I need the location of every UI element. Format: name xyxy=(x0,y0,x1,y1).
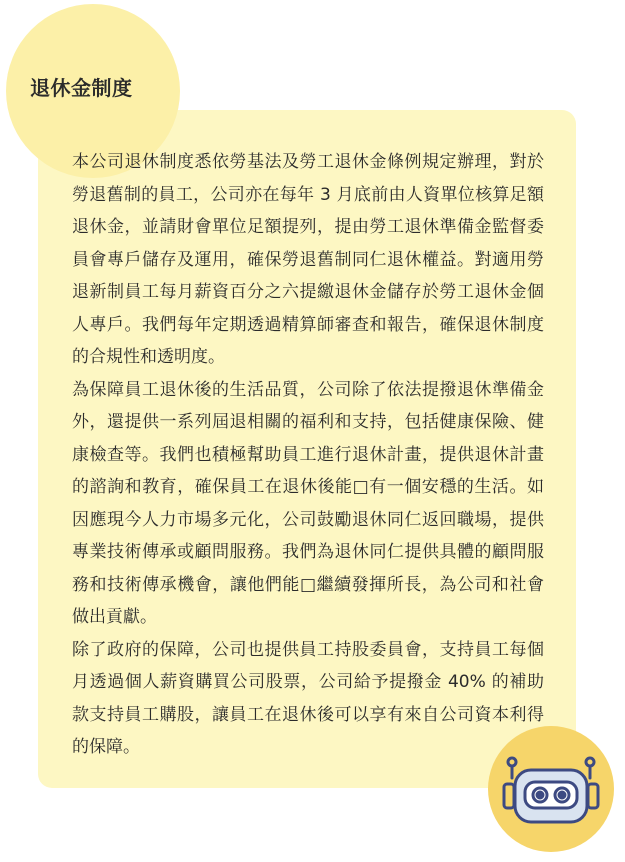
section-title: 退休金制度 xyxy=(30,76,133,100)
paragraph-3: 除了政府的保障，公司也提供員工持股委員會，支持員工每個月透過個人薪資購買公司股票，公司給予提撥金 40% 的補助款支持員工購股，讓員工在退休後可以享有來自公司資本利得的保障。 xyxy=(72,639,544,757)
robot-icon xyxy=(488,726,614,852)
paragraph-2: 為保障員工退休後的生活品質，公司除了依法提撥退休準備金外，還提供一系列屆退相關的福利和支持，包括健康保險、健康檢查等。我們也積極幫助員工進行退休計畫，提供退休計畫的諮詢和教育，確保員工在退休後能□有一個安穩的生活。如因應現今人力市場多元化，公司鼓勵退休同仁返回職場，提供專業技術傳承或顧問服務。我們為退休同仁提供具體的顧問服務和技術傳承機會，讓他們能□繼續發揮所長，為公司和社會做出貢獻。 xyxy=(72,379,544,627)
section-body xyxy=(72,146,544,764)
paragraph-1: 本公司退休制度悉依勞基法及勞工退休金條例規定辦理，對於勞退舊制的員工，公司亦在每年 3 月底前由人資單位核算足額退休金，並請財會單位足額提列，提由勞工退休準備金監督委員會專戶儲存及運用，確保勞退舊制同仁退休權益。對適用勞退新制員工每月薪資百分之六提繳退休金儲存於勞工退休金個人專戶。我們每年定期透過精算師審查和報告，確保退休制度的合規性和透明度。 xyxy=(72,152,544,367)
